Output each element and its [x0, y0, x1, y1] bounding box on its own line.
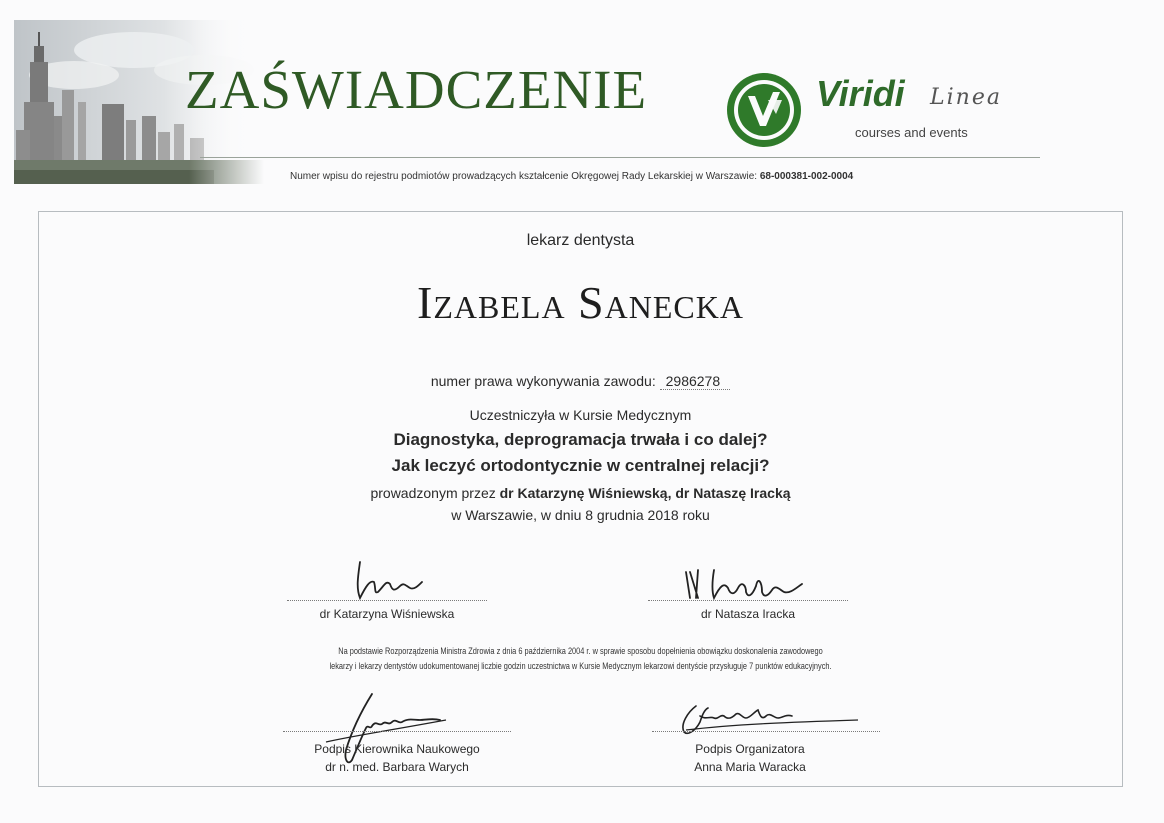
led-by-names: dr Katarzynę Wiśniewską, dr Nataszę Iracką	[499, 485, 791, 501]
licence-line	[38, 373, 1123, 389]
recipient-role: lekarz dentysta	[526, 232, 635, 249]
signature-line-lecturer1	[287, 600, 487, 601]
signature-scientific-head	[322, 690, 452, 770]
course-title-line1: Diagnostyka, deprogramacja trwała i co dalej?	[393, 430, 768, 449]
brand-name: Viridi	[816, 73, 905, 114]
participation-text: Uczestniczyła w Kursie Medycznym	[469, 407, 692, 423]
course-title-line2: Jak leczyć ortodontycznie w centralnej relacji?	[391, 456, 770, 475]
signature-lecturer1	[340, 556, 430, 602]
viridi-logo-icon	[724, 70, 804, 150]
lecturer1-name: dr Katarzyna Wiśniewska	[319, 607, 455, 621]
licence-number: 2986278	[660, 373, 731, 390]
signature-line-lecturer2	[648, 600, 848, 601]
led-by-line	[38, 485, 1123, 501]
place-date: w Warszawie, w dniu 8 grudnia 2018 roku	[451, 507, 710, 523]
registry-text: Numer wpisu do rejestru podmiotów prowadzących kształcenie Okręgowej Rady Lekarskiej w Warszawie:	[290, 171, 758, 182]
brand-tagline: courses and events	[855, 125, 968, 140]
scientific-head-title: Podpis Kierownika Naukowego	[314, 742, 480, 756]
scientific-head-name: dr n. med. Barbara Warych	[325, 760, 469, 774]
signature-organizer	[676, 696, 866, 742]
organizer-name: Anna Maria Waracka	[694, 760, 806, 774]
legal-note-line2: lekarzy i lekarzy dentystów udokumentowanej liczbie godzin uczestnictwa w Kursie Medycznym lekarzowi dentyście przysługuje 7 punktów edukacyjnych.	[329, 661, 832, 671]
signature-line-scientific-head	[283, 731, 511, 732]
registry-number: 68-000381-002-0004	[759, 171, 854, 182]
signature-line-organizer	[652, 731, 880, 732]
signature-lecturer2	[680, 562, 820, 602]
certificate-title: ZAŚWIADCZENIE	[185, 59, 648, 120]
brand-script: Linea	[930, 85, 1002, 110]
header-divider	[200, 157, 1040, 158]
legal-note-line1: Na podstawie Rozporządzenia Ministra Zdrowia z dnia 6 października 2004 r. w sprawie sposobu dopełnienia obowiązku doskonalenia zawodowego	[338, 646, 823, 656]
led-by-prefix: prowadzonym przez	[370, 485, 500, 501]
lecturer2-name: dr Natasza Iracka	[700, 607, 796, 621]
recipient-name: Izabela Sanecka	[417, 277, 744, 328]
licence-label: numer prawa wykonywania zawodu:	[430, 373, 656, 389]
organizer-title: Podpis Organizatora	[695, 742, 805, 756]
registry-line	[290, 171, 853, 182]
